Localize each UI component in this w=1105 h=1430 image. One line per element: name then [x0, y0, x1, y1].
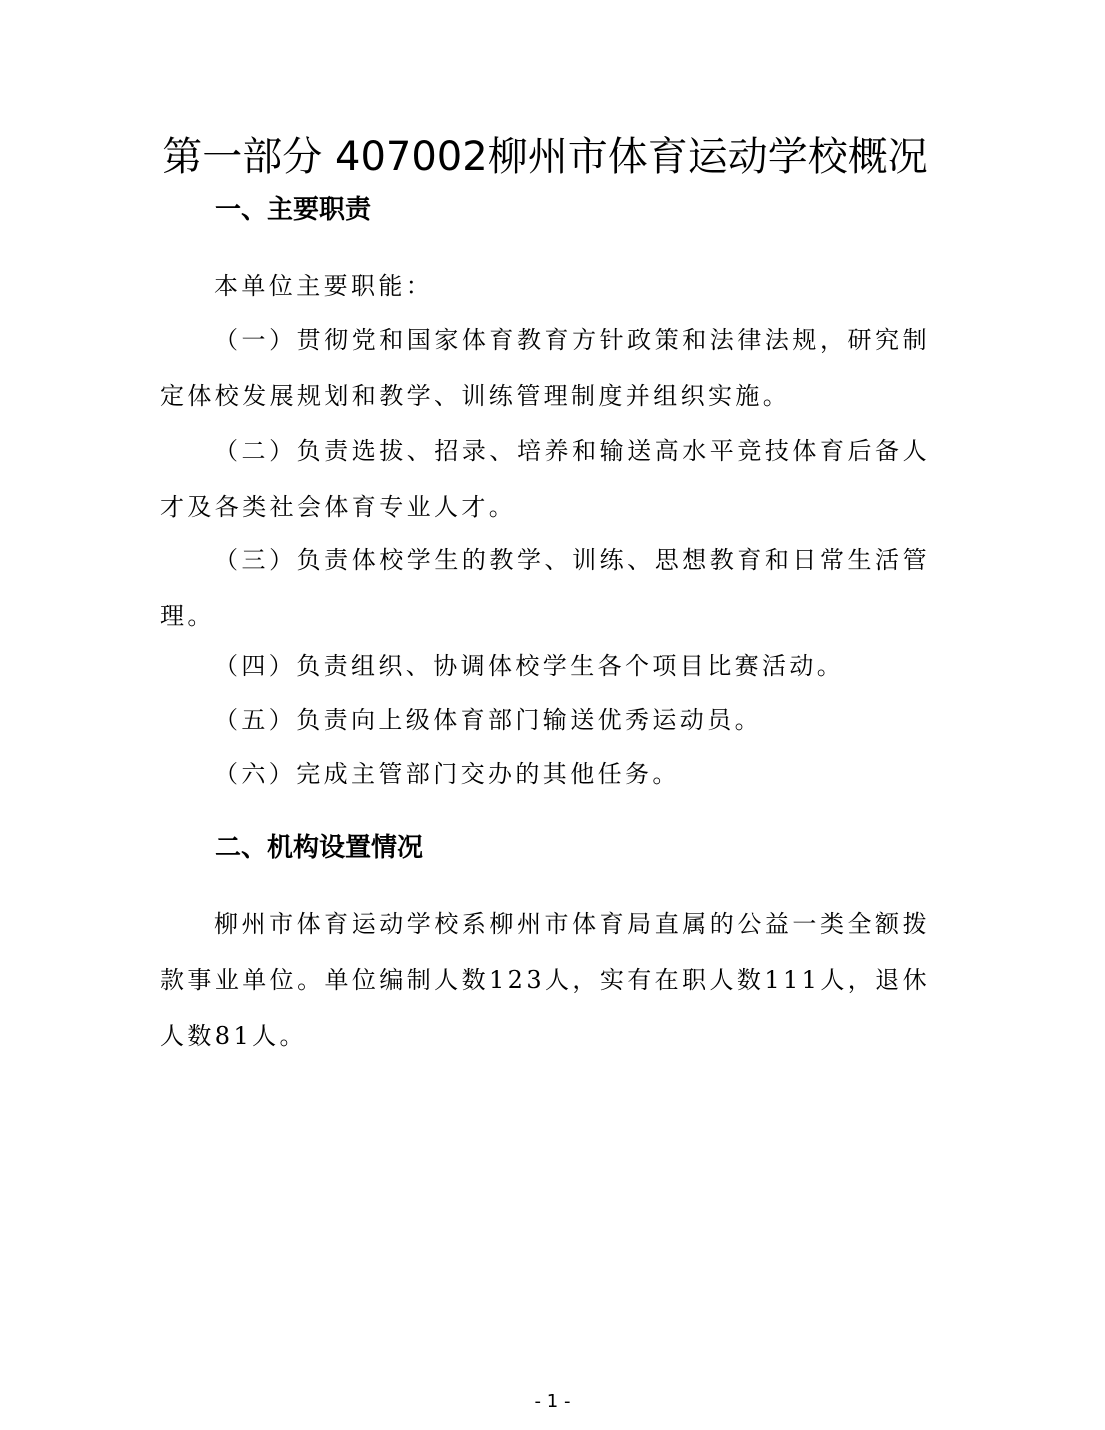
page-number: - 1 - — [534, 1391, 571, 1412]
duty-item-5: （五）负责向上级体育部门输送优秀运动员。 — [214, 706, 762, 734]
document-title: 第一部分 407002柳州市体育运动学校概况 — [162, 133, 928, 180]
duties-intro: 本单位主要职能： — [214, 272, 434, 300]
duty-item-1: （一）贯彻党和国家体育教育方针政策和法律法规，研究制定体校发展规划和教学、训练管理制度并组织实施。 — [160, 326, 930, 410]
section-heading-main-duties: 一、主要职责 — [215, 195, 372, 225]
organization-paragraph: 柳州市体育运动学校系柳州市体育局直属的公益一类全额拨款事业单位。单位编制人数123人，实有在职人数111人，退休人数81人。 — [160, 910, 930, 1050]
duty-item-4: （四）负责组织、协调体校学生各个项目比赛活动。 — [214, 652, 845, 680]
section-heading-organization: 二、机构设置情况 — [215, 833, 424, 863]
duty-item-6: （六）完成主管部门交办的其他任务。 — [214, 760, 680, 788]
duty-item-2: （二）负责选拔、招录、培养和输送高水平竞技体育后备人才及各类社会体育专业人才。 — [160, 437, 930, 521]
duty-item-3: （三）负责体校学生的教学、训练、思想教育和日常生活管理。 — [160, 546, 930, 630]
